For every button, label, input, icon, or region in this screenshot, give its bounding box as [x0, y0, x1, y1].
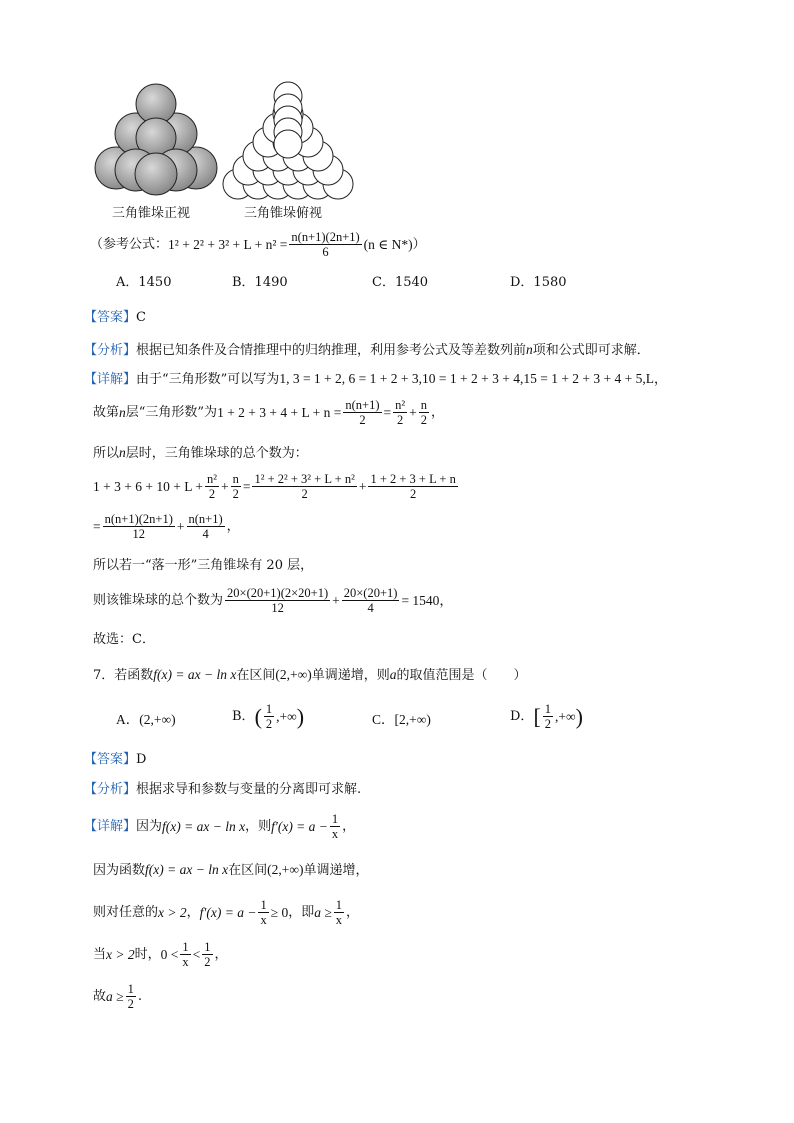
formula-condition: (n ∈ N*) — [363, 236, 413, 252]
q6-option-b: B．1490 — [232, 275, 288, 290]
q7-stem: 7．若函数f(x) = ax − ln x在区间(2,+∞)单调递增，则a的取值范围是（ ） — [93, 667, 527, 683]
q6-option-d: D．1580 — [510, 275, 567, 290]
reference-formula: （参考公式： 1² + 2² + 3² + L + n² = $\frac{n(n+1)(2n+1)}{6}$ (n ∈ N*) ） — [90, 230, 426, 259]
q6-detail-line2: 故第 n 层“三角形数”为 1 + 2 + 3 + 4 + L + n = $\frac{n(n+1)}{2}$ = $\frac{\text{n²}}{2}$ + $\frac{n}{2}$ ， — [93, 398, 445, 427]
detail-tag: 【详解】 — [84, 372, 137, 387]
q6-detail-line1: 【详解】由于“三角形数”可以写为1, 3 = 1 + 2, 6 = 1 + 2 + 3,10 = 1 + 2 + 3 + 4,15 = 1 + 2 + 3 + 4 + 5,L， — [84, 371, 668, 387]
q6-detail-line3: 所以n层时，三角锥垛球的总个数为： — [93, 445, 308, 461]
q7-detail-line2: 因为函数f(x) = ax − ln x在区间(2,+∞)单调递增， — [93, 862, 369, 878]
pyramid-top-view-figure — [218, 76, 358, 201]
q7-analysis: 【分析】根据求导和参数与变量的分离即可求解. — [84, 782, 362, 797]
q7-detail-line5: 故 a ≥ $\frac{1}{2}$ . — [93, 982, 142, 1011]
q6-detail-line7: 则该锥垛球的总个数为 $\frac{20\times(20+1)(2\times 20+1)}{12}$ + $\frac{20\times(20+1)}{4}$ = 1540， — [93, 586, 453, 615]
q7-detail-line3: 则对任意的 x > 2 ， f′(x) = a − $\frac{1}{x}$ ≥ 0 ，即 a ≥ $\frac{1}{x}$ ， — [93, 898, 360, 927]
q6-detail-line4: 1 + 3 + 6 + 10 + L + $\frac{\text{n²}}{2}$ + $\frac{n}{2}$ = $\frac{\text{1² + 2² + 3² + L + n²}}{2}$ + $\frac{1 + 2 + 3 + L + n}{2}$ — [93, 472, 456, 501]
caption-front-view: 三角锥垛正视 — [112, 206, 191, 221]
q7-detail-line4: 当 x > 2 时， 0 < $\frac{1}{x}$ < $\frac{1}{2}$ ， — [93, 940, 228, 969]
q7-option-b: B． ( $\frac{1}{2}$ ,+∞ ) — [232, 702, 305, 731]
answer-tag: 【答案】 — [84, 310, 137, 325]
q6-option-a: A．1450 — [116, 275, 172, 290]
q7-option-c: C．[2,+∞) — [372, 712, 431, 727]
pyramid-front-view-figure — [92, 82, 222, 202]
q7-option-d: D． [ $\frac{1}{2}$ ,+∞ ) — [510, 702, 583, 731]
formula-open: （参考公式： — [90, 236, 169, 252]
q6-detail-line8: 故选：C． — [93, 632, 155, 647]
q6-detail-line5: = $\frac{n(n+1)(2n+1)}{12}$ + $\frac{n(n+1)}{4}$ ， — [93, 512, 240, 541]
q6-analysis: 【分析】根据已知条件及合情推理中的归纳推理，利用参考公式及等差数列前n项和公式即可求解． — [84, 342, 650, 358]
q6-option-c: C．1540 — [372, 275, 429, 290]
top-view-ball — [274, 130, 302, 158]
caption-top-view: 三角锥垛俯视 — [244, 206, 323, 221]
q7-detail-line1: 【详解】 因为 f(x) = ax − ln x ，则 f′(x) = a − $\frac{1}{x}$ ， — [84, 812, 356, 841]
q6-detail-line6: 所以若一“落一形”三角锥垛有 20 层， — [93, 558, 314, 573]
q7-answer: 【答案】D — [84, 752, 147, 767]
q7-option-a: A．(2,+∞) — [116, 712, 176, 727]
q6-answer: 【答案】C — [84, 310, 146, 325]
analysis-tag: 【分析】 — [84, 343, 137, 358]
formula-fraction: $\frac{n(n+1)(2n+1)}{6}$ — [291, 230, 360, 259]
formula-lhs: 1² + 2² + 3² + L + n² = — [168, 236, 288, 252]
